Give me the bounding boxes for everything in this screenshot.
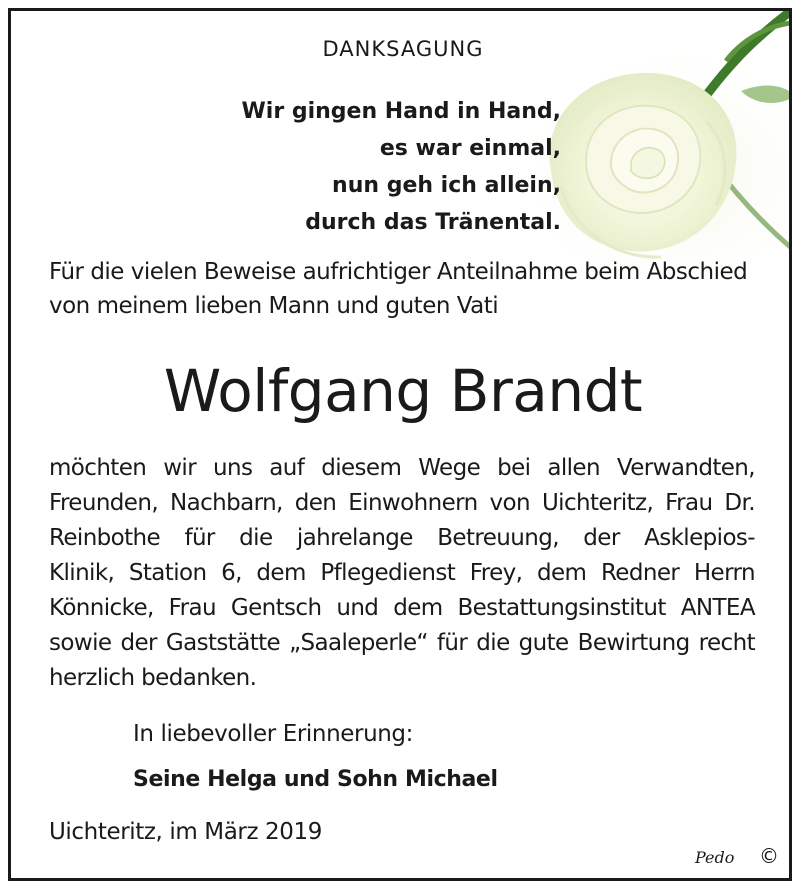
thanks-line: sowie der Gaststätte „Saaleperle“ für die gute Bewirtung recht [49,630,755,656]
thanks-line: Klinik, Station 6, dem Pflegedienst Frey, dem Redner Herrn [49,560,755,586]
deceased-name: Wolfgang Brandt [163,357,643,425]
poem-line: durch das Tränental. [305,210,561,235]
thanks-line: herzlich bedanken. [49,665,257,691]
thanks-text [49,451,755,696]
copyright-symbol: © [759,844,779,868]
publisher-logo [693,846,753,868]
place-date: Uichteritz, im März 2019 [49,819,322,845]
intro-line: Für die vielen Beweise aufrichtiger Anteilnahme beim Abschied [49,259,748,285]
poem-line: Wir gingen Hand in Hand, [241,99,561,124]
intro-text [49,255,747,323]
memory-line: In liebevoller Erinnerung: [133,721,413,747]
poem-line: es war einmal, [379,136,561,161]
intro-line: von meinem lieben Mann und guten Vati [49,293,499,319]
notice-frame [8,8,792,881]
notice-heading: DANKSAGUNG [322,37,484,61]
thanks-line: Könnicke, Frau Gentsch und dem Bestattungsinstitut ANTEA [49,595,755,621]
svg-text:Pedo: Pedo [695,848,735,867]
signers: Seine Helga und Sohn Michael [133,767,498,792]
thanks-line: Reinbothe für die jahrelange Betreuung, der Asklepios- [49,525,755,551]
poem-line: nun geh ich allein, [332,173,561,198]
thanks-line: möchten wir uns auf diesem Wege bei allen Verwandten, [49,455,755,481]
thanks-line: Freunden, Nachbarn, den Einwohnern von Uichteritz, Frau Dr. [49,490,755,516]
poem [161,93,561,241]
